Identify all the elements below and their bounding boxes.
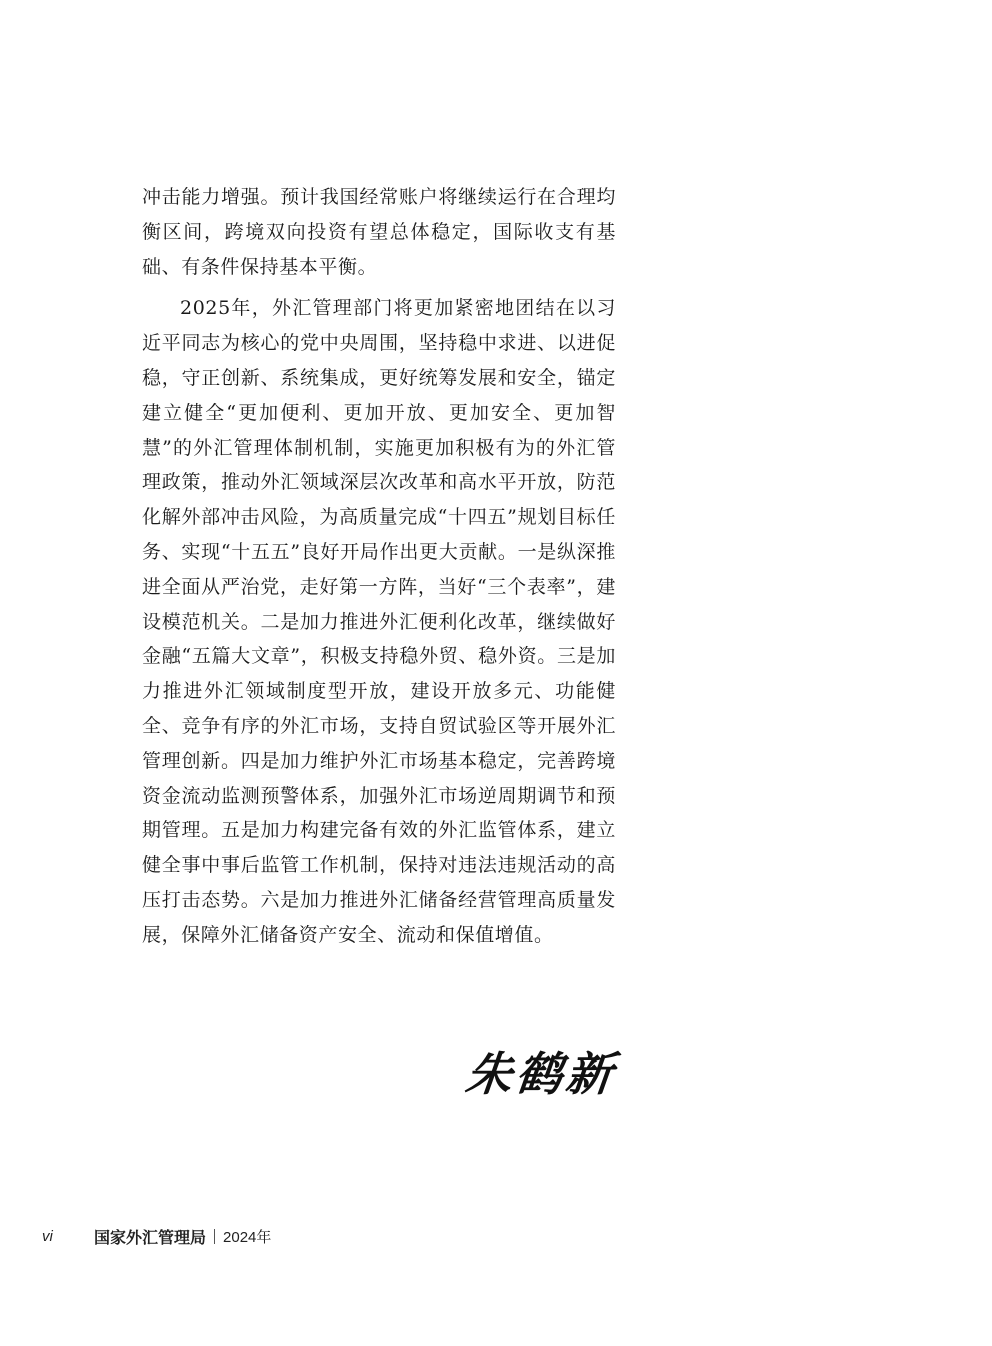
signature: 朱鹤新: [463, 1047, 619, 1101]
footer-divider: [214, 1229, 215, 1244]
page-footer: [42, 1224, 271, 1248]
body-text: [142, 180, 616, 960]
report-year: 2024年: [223, 1228, 272, 1246]
paragraph-continuation: 冲击能力增强。预计我国经常账户将继续运行在合理均衡区间，跨境双向投资有望总体稳定，国际收支有基础、有条件保持基本平衡。: [142, 186, 616, 278]
organization-name: 国家外汇管理局: [94, 1229, 207, 1247]
paragraph-outlook-2025: 2025年，外汇管理部门将更加紧密地团结在以习近平同志为核心的党中央周围，坚持稳中求进、以进促稳，守正创新、系统集成，更好统筹发展和安全，锚定建立健全“更加便利、更加开放、更加安全、更加智慧”的外汇管理体制机制，实施更加积极有为的外汇管理政策，推动外汇领域深层次改革和高水平开放，防范化解外部冲击风险，为高质量完成“十四五”规划目标任务、实现“十五五”良好开局作出更大贡献。一是纵深推进全面从严治党，走好第一方阵，当好“三个表率”，建设模范机关。二是加力推进外汇便利化改革，继续做好金融“五篇大文章”，积极支持稳外贸、稳外资。三是加力推进外汇领域制度型开放，建设开放多元、功能健全、竞争有序的外汇市场，支持自贸试验区等开展外汇管理创新。四是加力维护外汇市场基本稳定，完善跨境资金流动监测预警体系，加强外汇市场逆周期调节和预期管理。五是加力构建完备有效的外汇监管体系，建立健全事中事后监管工作机制，保持对违法违规活动的高压打击态势。六是加力推进外汇储备经营管理高质量发展，保障外汇储备资产安全、流动和保值增值。: [142, 297, 616, 946]
page-number: vi: [42, 1227, 53, 1245]
